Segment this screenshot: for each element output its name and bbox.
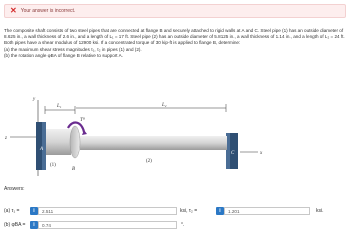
info-icon[interactable]: i — [30, 221, 38, 229]
pipe-1-label: (1) — [50, 163, 56, 168]
alert-message: Your answer is incorrect. — [20, 8, 76, 14]
problem-part-a: (a) the maximum shear stress magnitudes τ₁, τ₂ in pipes (1) and (2). — [4, 46, 142, 52]
z-axis-label: z — [5, 136, 7, 141]
torque-label: Tᴮ — [80, 118, 85, 123]
info-icon[interactable]: i — [30, 207, 38, 215]
answers-heading: Answers: — [4, 186, 25, 192]
answer-b-label: (b) φBA = — [4, 222, 26, 228]
pipe-2-label: (2) — [146, 159, 152, 164]
x-axis-label: x — [260, 151, 263, 156]
answer-a-unit: ksi, τ₂ = — [180, 208, 198, 214]
wall-a-label: A — [40, 147, 44, 152]
wall-a-face — [42, 122, 46, 170]
wall-c-label: C — [231, 151, 235, 156]
tau1-input[interactable]: 2.511 — [38, 207, 177, 215]
close-icon: ✕ — [10, 6, 17, 15]
answer-a-label: (a) τ₁ = — [4, 208, 20, 214]
dim-l2-label: L₂ — [162, 103, 167, 108]
flange-b-label: B — [72, 167, 76, 172]
answer-row-a — [4, 206, 324, 216]
y-axis-label: y — [33, 97, 36, 102]
dim-l1-label: L₁ — [57, 104, 62, 109]
pipe-2 — [80, 136, 227, 150]
answer-row-b — [4, 220, 184, 230]
answer-b-unit: °. — [181, 222, 185, 228]
phi-ba-input[interactable]: 0.74 — [38, 221, 177, 229]
problem-paragraph: The composite shaft consists of two steel pipes that are connected at flange B and securely attached to rigid walls at A and C. Steel pipe (1) has an outside diameter of 8.625 in., a wall thickness of 2.6 in., and a length of L₁ = 17 ft. Steel pipe (2) has an outside diameter of 5.8125 in., a wall thickness of 1.14 in., and a length of L₂ = 24 ft. Both pipes have a shear modulus of 12900 ksi. If a concentrated torque of 30 kip-ft is applied to flange B, determine: — [4, 28, 345, 46]
flange-b — [70, 126, 80, 158]
answer-a-unit2: ksi. — [316, 208, 324, 214]
info-icon[interactable]: i — [216, 207, 224, 215]
tau2-input[interactable]: 1.201 — [224, 207, 310, 215]
problem-part-b: (b) the rotation angle φBA of flange B relative to support A. — [4, 52, 123, 58]
pipe-1 — [46, 129, 71, 155]
